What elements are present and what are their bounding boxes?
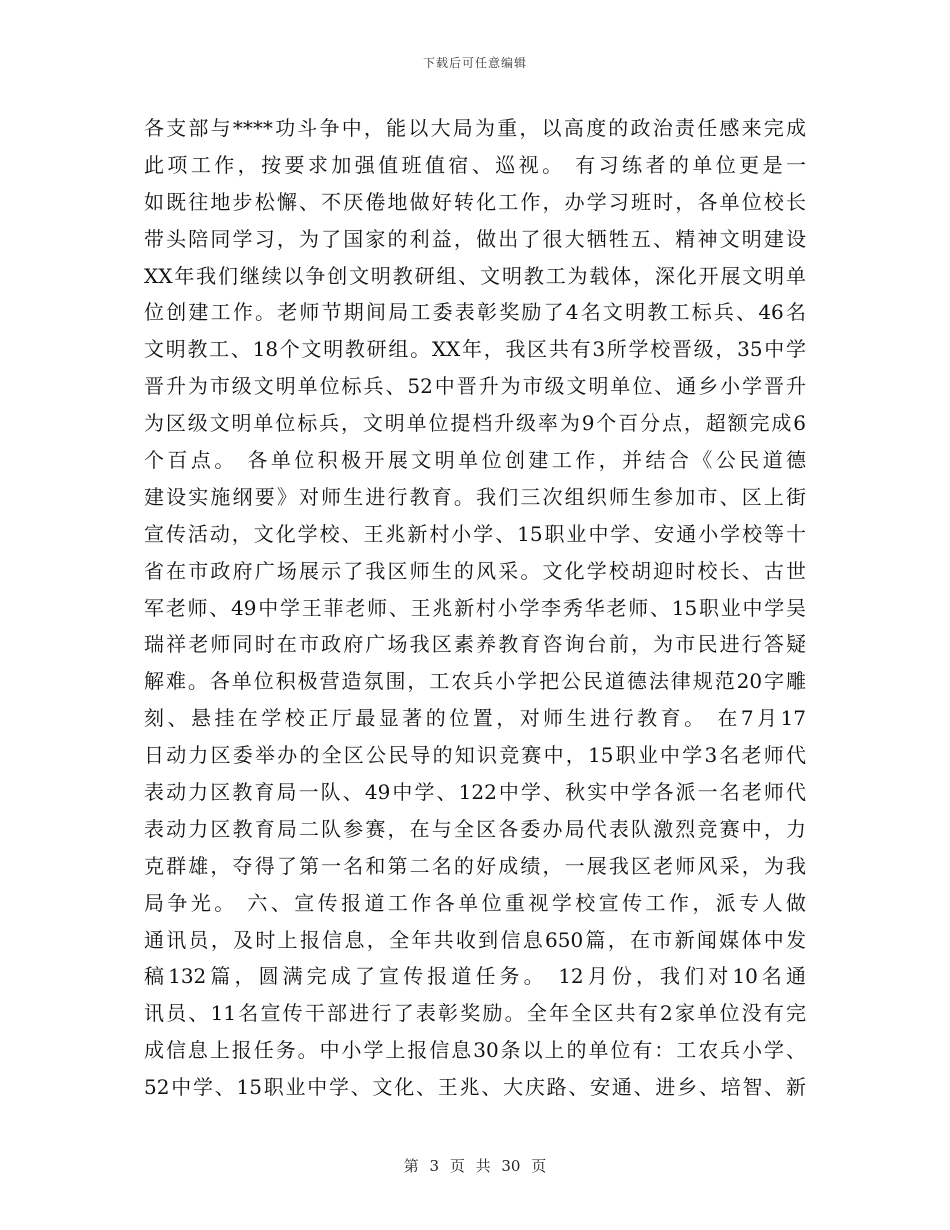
text-line: 建设实施纲要》对师生进行教育。我们三次组织师生参加市、区上街 (144, 484, 806, 509)
text-line: 成信息上报任务。中小学上报信息30条以上的单位有：工农兵小学、 (144, 1038, 806, 1063)
text-line: 局争光。 六、宣传报道工作各单位重视学校宣传工作，派专人做 (144, 890, 806, 915)
text-line: 为区级文明单位标兵，文明单位提档升级率为9个百分点，超额完成6 (144, 411, 806, 436)
text-line: 此项工作，按要求加强值班值宿、巡视。 有习练者的单位更是一 (144, 152, 806, 177)
page-number: 第 3 页 共 30 页 (403, 1157, 547, 1175)
text-line: 如既往地步松懈、不厌倦地做好转化工作，办学习班时，各单位校长 (144, 189, 806, 214)
text-line: 宣传活动，文化学校、王兆新村小学、15职业中学、安通小学校等十 (144, 521, 806, 546)
text-line: 文明教工、18个文明教研组。XX年，我区共有3所学校晋级，35中学 (144, 337, 806, 362)
text-line: 各支部与****功斗争中，能以大局为重，以高度的政治责任感来完成 (144, 116, 806, 140)
text-line: 瑞祥老师同时在市政府广场我区素养教育咨询台前，为市民进行答疑 (144, 632, 806, 657)
text-line: 解难。各单位积极营造氛围，工农兵小学把公民道德法律规范20字雕 (144, 669, 806, 694)
text-line: 军老师、49中学王菲老师、王兆新村小学李秀华老师、15职业中学吴 (144, 595, 806, 620)
text-line: 位创建工作。老师节期间局工委表彰奖励了4名文明教工标兵、46名 (144, 300, 806, 325)
text-line: 通讯员，及时上报信息，全年共收到信息650篇，在市新闻媒体中发 (144, 927, 806, 952)
text-line: 日动力区委举办的全区公民导的知识竞赛中，15职业中学3名老师代 (144, 743, 806, 768)
header-note: 下载后可任意编辑 (422, 56, 527, 70)
text-line: 带头陪同学习，为了国家的利益，做出了很大牺牲五、精神文明建设 (144, 226, 806, 251)
text-line: 讯员、11名宣传干部进行了表彰奖励。全年全区共有2家单位没有完 (144, 1001, 806, 1026)
text-line: 稿132篇，圆满完成了宣传报道任务。 12月份，我们对10名通 (144, 964, 806, 989)
text-line: 个百点。 各单位积极开展文明单位创建工作，并结合《公民道德 (144, 448, 806, 473)
text-line: 省在市政府广场展示了我区师生的风采。文化学校胡迎时校长、古世 (144, 558, 806, 583)
text-line: 刻、悬挂在学校正厅最显著的位置，对师生进行教育。 在7月17 (144, 706, 806, 731)
text-line: XX年我们继续以争创文明教研组、文明教工为载体，深化开展文明单 (144, 263, 806, 288)
body-text (144, 110, 806, 1106)
text-line: 52中学、15职业中学、文化、王兆、大庆路、安通、进乡、培智、新 (144, 1075, 806, 1100)
text-line: 表动力区教育局一队、49中学、122中学、秋实中学各派一名老师代 (144, 780, 806, 805)
text-line: 表动力区教育局二队参赛，在与全区各委办局代表队激烈竞赛中，力 (144, 816, 806, 841)
text-line: 晋升为市级文明单位标兵、52中晋升为市级文明单位、通乡小学晋升 (144, 374, 806, 399)
text-line: 克群雄，夺得了第一名和第二名的好成绩，一展我区老师风采，为我 (144, 853, 806, 878)
